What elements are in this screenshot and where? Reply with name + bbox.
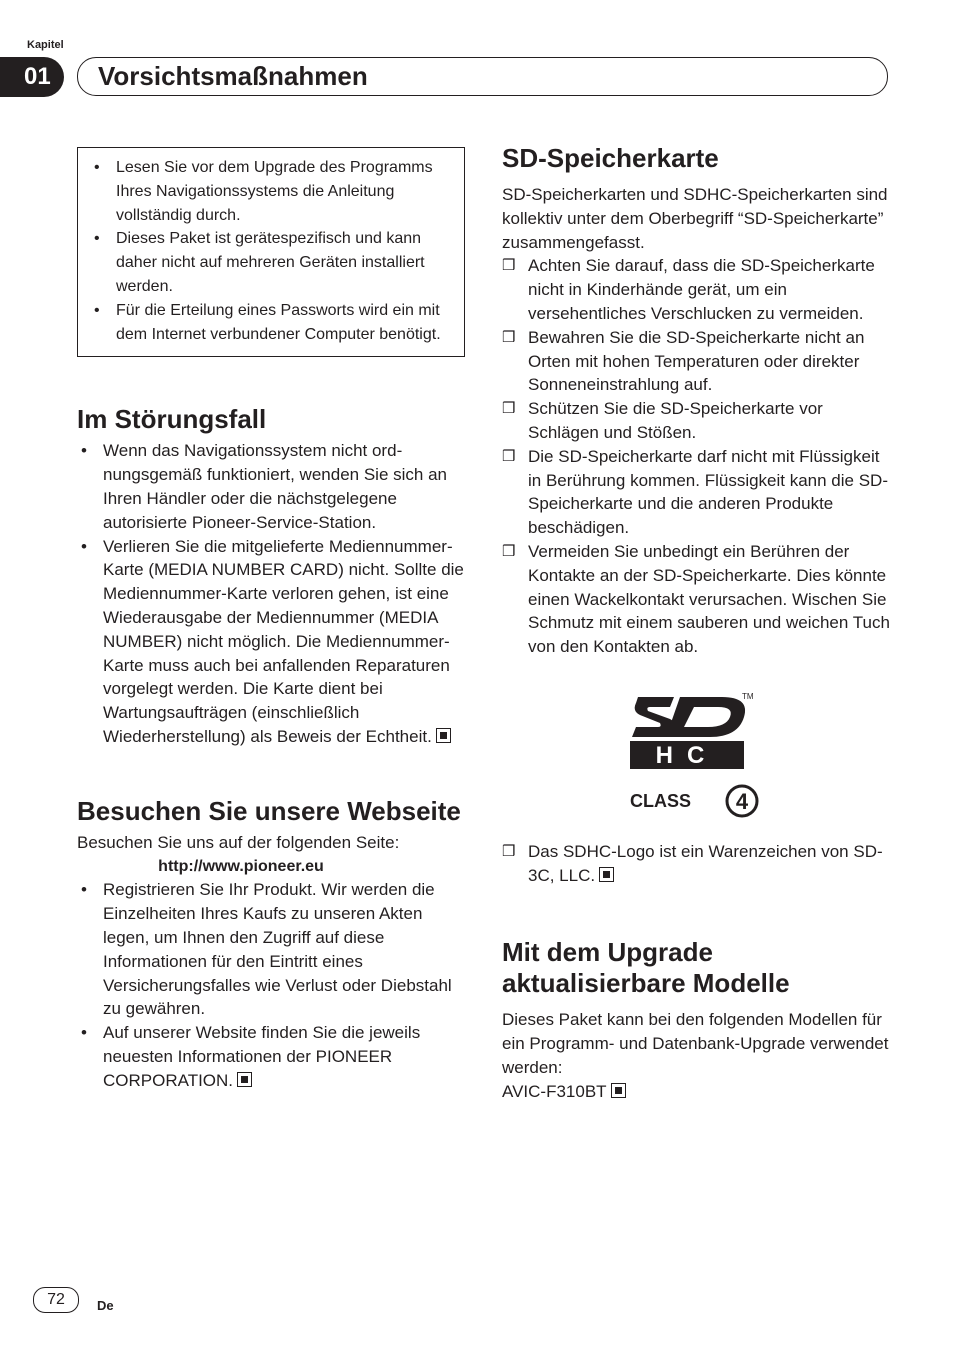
- sdhc-class4-logo: [630, 689, 760, 819]
- item-text: Vermeiden Sie unbedingt ein Berühren der Kontakte an der SD-Speicherkarte. Dies könnte einen Wackelkontakt verursachen. Wischen Sie Schmutz mit einem sauberen und weichen Tuch von den Kontakten ab.: [528, 541, 890, 657]
- upgrade-text: Dieses Paket kann bei den folgenden Modellen für ein Programm- und Datenbank-Upgrade verwendet werden:: [502, 1010, 889, 1077]
- bullet: •: [81, 441, 87, 461]
- end-mark-icon: [237, 1072, 252, 1087]
- notice-text: Für die Erteilung eines Passworts wird ein mit dem Internet verbundener Computer benötigt.: [116, 301, 441, 343]
- notice-text: Lesen Sie vor dem Upgrade des Programms Ihres Navigationssystems die Anleitung vollständig durch.: [116, 159, 433, 224]
- webseite-list: [77, 878, 465, 1092]
- end-mark-icon: [611, 1083, 626, 1098]
- end-mark-icon: [436, 728, 451, 743]
- upgrade-title-line1: Mit dem Upgrade: [502, 937, 713, 968]
- bullet: •: [94, 230, 100, 248]
- notice-text: Dieses Paket ist gerätespezifisch und kann daher nicht auf mehreren Geräten installiert werden.: [116, 230, 425, 295]
- chapter-number: 01: [0, 57, 64, 97]
- bullet: •: [94, 159, 100, 176]
- item-text: Achten Sie darauf, dass die SD-Speicherkarte nicht in Kinderhände gerät, um ein versehentliches Verschlucken zu vermeiden.: [528, 256, 875, 323]
- sd-list: [502, 254, 890, 659]
- list-item: [77, 535, 465, 749]
- item-text: Wenn das Navigationssystem nicht ordnungsgemäß funktioniert, wenden Sie sich an Ihren Händler oder die nächstgelegene autorisierte Pioneer-Service-Station.: [103, 441, 447, 532]
- checkbox-bullet: ❒: [502, 328, 516, 346]
- checkbox-bullet: ❒: [502, 842, 516, 860]
- section-title-webseite: Besuchen Sie unsere Webseite: [77, 795, 461, 826]
- list-item: [77, 439, 465, 534]
- list-item: [502, 540, 890, 659]
- item-text: Verlieren Sie die mitgelieferte Mediennummer-Karte (MEDIA NUMBER CARD) nicht. Sollte die Mediennummer-Karte verloren gehen, ist eine Wiederausgabe der Mediennummer (MEDIA NUMBER) nicht möglich. Die Mediennummer-Karte muss auch bei anfallenden Reparaturen vorgelegt werden. Die Karte dient bei Wartungsaufträgen (einschließlich Wiederherstellung) als Beweis der Echtheit.: [103, 536, 464, 746]
- hc-text: HC: [655, 741, 719, 769]
- bullet: •: [81, 1023, 87, 1043]
- item-text: Registrieren Sie Ihr Produkt. Wir werden die Einzelheiten Ihres Kaufs zu unseren Akten legen, um Ihnen den Zugriff auf diese Informationen für den Eintritt eines Versicherungsfalles wie Verlust oder Diebstahl zu gewähren.: [103, 880, 452, 1019]
- class-number: 4: [735, 788, 749, 814]
- list-item: [502, 445, 890, 540]
- left-column: [77, 147, 465, 1093]
- section-title-stoerungsfall: Im Störungsfall: [77, 404, 267, 435]
- class-text: CLASS: [630, 790, 692, 811]
- item-text: Auf unserer Website finden Sie die jeweils neuesten Informationen der PIONEER CORPORATION.: [103, 1023, 421, 1090]
- list-item: [77, 1021, 465, 1092]
- item-text: Schützen Sie die SD-Speicherkarte vor Schlägen und Stößen.: [528, 399, 823, 442]
- section-title-sd: SD-Speicherkarte: [502, 143, 719, 173]
- logo-note-list: [502, 840, 890, 888]
- sd-logo-mark: [632, 692, 754, 737]
- checkbox-bullet: ❒: [502, 447, 516, 465]
- item-text: Bewahren Sie die SD-Speicherkarte nicht an Orten mit hohen Temperaturen oder direkter Sonneneinstrahlung auf.: [528, 327, 865, 395]
- webseite-intro: Besuchen Sie uns auf der folgenden Seite:: [77, 832, 400, 852]
- sd-intro: SD-Speicherkarten und SDHC-Speicherkarten sind kollektiv unter dem Oberbegriff “SD-Speicherkarte” zusammengefasst.: [502, 185, 888, 252]
- list-item: [502, 326, 890, 397]
- right-column: [502, 143, 890, 1104]
- model-name: AVIC-F310BT: [502, 1081, 607, 1101]
- end-mark-icon: [599, 867, 614, 882]
- list-item: [77, 878, 465, 1021]
- list-item: [502, 840, 890, 888]
- checkbox-bullet: ❒: [502, 257, 516, 275]
- upgrade-title-line2: aktualisierbare Modelle: [502, 968, 790, 999]
- notice-box: [77, 147, 465, 357]
- list-item: [502, 254, 890, 325]
- upgrade-model-line: [502, 1080, 890, 1104]
- kapitel-label: Kapitel: [27, 39, 64, 51]
- bullet: •: [94, 301, 100, 319]
- language-label: De: [97, 1298, 114, 1313]
- tm-mark: TM: [742, 691, 754, 701]
- chapter-title: Vorsichtsmaßnahmen: [77, 57, 888, 96]
- website-link[interactable]: http://www.pioneer.eu: [158, 857, 324, 875]
- item-text: Das SDHC-Logo ist ein Warenzeichen von SD-3C, LLC.: [528, 841, 883, 885]
- list-item: [90, 299, 448, 347]
- bullet: •: [81, 880, 87, 900]
- item-text: Die SD-Speicherkarte darf nicht mit Flüssigkeit in Berührung kommen. Flüssigkeit kann die SD-Speicherkarte und die anderen Produkte beschädigen.: [528, 446, 888, 538]
- checkbox-bullet: ❒: [502, 542, 516, 560]
- notice-list: [90, 156, 448, 346]
- stoerungsfall-list: [77, 439, 465, 748]
- checkbox-bullet: ❒: [502, 400, 516, 418]
- class4-mark: [630, 786, 757, 816]
- list-item: [90, 156, 448, 227]
- section-title-upgrade: [502, 937, 890, 999]
- list-item: [502, 397, 890, 445]
- hc-logo-mark: [630, 741, 744, 769]
- bullet: •: [81, 536, 87, 556]
- list-item: [90, 227, 448, 298]
- page-number: 72: [33, 1287, 79, 1313]
